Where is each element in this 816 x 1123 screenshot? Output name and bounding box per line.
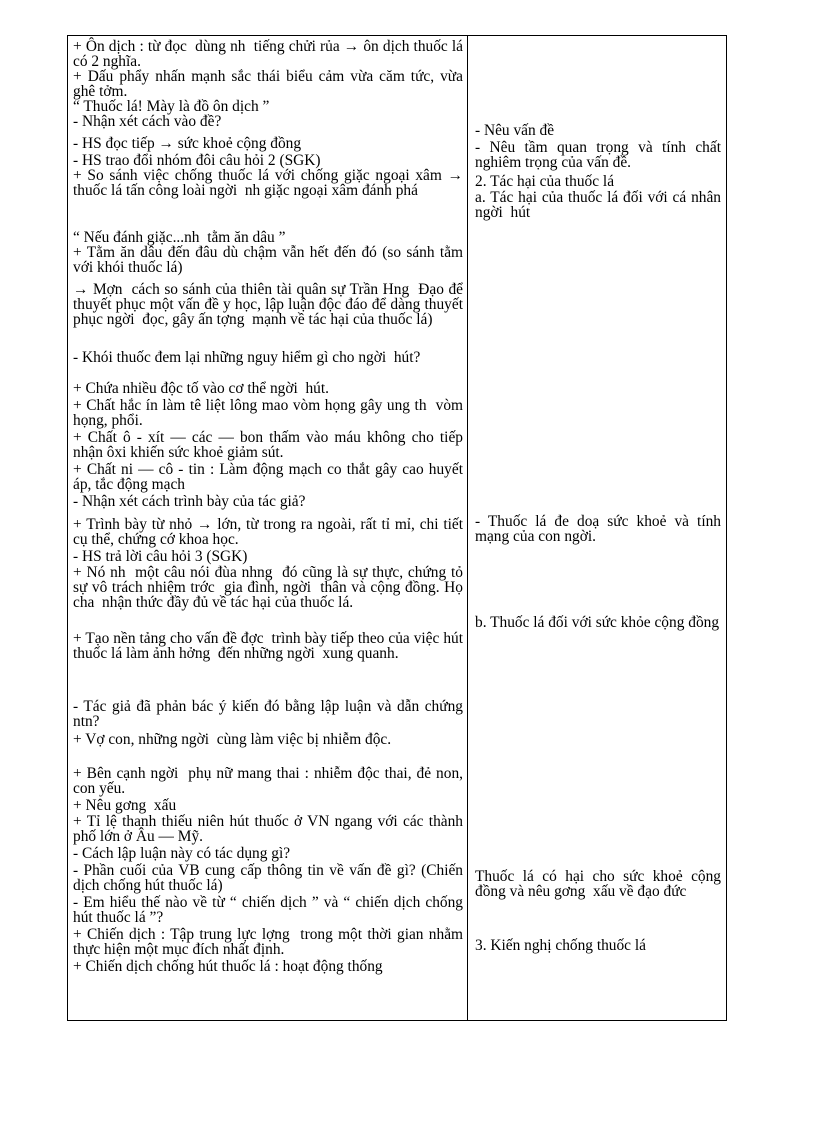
left-paragraph: - Nhận xét cách vào đề? <box>73 113 222 130</box>
left-paragraph: + Chất ni — cô - tin : Làm động mạch co thắt gây cao huyết áp, tắc động mạch <box>73 461 467 493</box>
left-paragraph: + Tằm ăn dâu đến đâu dù chậm vẫn hết đến đó (so sánh tằm với khói thuốc lá) <box>73 244 467 276</box>
right-paragraph: 3. Kiến nghị chống thuốc lá <box>475 937 646 954</box>
right-paragraph: b. Thuốc lá đối với sức khỏe cộng đồng <box>475 614 720 631</box>
left-paragraph: - Phần cuối của VB cung cấp thông tin về vấn đề gì? (Chiến dịch chống hút thuốc lá) <box>73 862 467 894</box>
left-paragraph: - Khói thuốc đem lại những nguy hiểm gì cho ngời hút? <box>73 349 421 366</box>
left-paragraph: + Chất hắc ín làm tê liệt lông mao vòm họng gây ung th vòm họng, phổi. <box>73 397 467 429</box>
left-paragraph: “ Thuốc lá! Mày là đồ ôn dịch ” <box>73 98 270 115</box>
content-table <box>67 35 727 1021</box>
left-paragraph: + Trình bày từ nhỏ → lớn, từ trong ra ngoài, rất tỉ mỉ, chi tiết cụ thể, chứng cớ khoa học. <box>73 516 467 548</box>
left-paragraph: - HS đọc tiếp → sức khoẻ cộng đồng <box>73 135 302 152</box>
left-paragraph: - Cách lập luận này có tác dụng gì? <box>73 845 291 862</box>
right-paragraph: Thuốc lá có hại cho sức khoẻ cộng đồng và nêu gơng xấu về đạo đức <box>475 868 725 900</box>
left-paragraph: + Chiến dịch chống hút thuốc lá : hoạt động thống <box>73 958 383 975</box>
column-divider <box>467 36 468 1020</box>
left-paragraph: + Tạo nền tảng cho vấn đề đợc trình bày tiếp theo của việc hút thuốc lá làm ảnh hởng đến những ngời xung quanh. <box>73 630 467 662</box>
right-paragraph: - Thuốc lá đe doạ sức khoẻ và tính mạng của con ngời. <box>475 513 725 545</box>
left-paragraph: + So sánh việc chống thuốc lá với chống giặc ngoại xâm → thuốc lá tấn công loài ngời nh giặc ngoại xâm đánh phá <box>73 167 467 199</box>
right-paragraph: a. Tác hại của thuốc lá đối với cá nhân ngời hút <box>475 189 725 221</box>
right-paragraph: 2. Tác hại của thuốc lá <box>475 173 615 190</box>
left-paragraph: + Nó nh một câu nói đùa nhng đó cũng là sự thực, chứng tỏ sự vô trách nhiệm trớc gia đình, ngời thân và cộng đồng. Họ cha nhận thức đầy đủ về tác hại của thuốc lá. <box>73 564 467 611</box>
left-paragraph: + Vợ con, những ngời cùng làm việc bị nhiễm độc. <box>73 731 392 748</box>
left-paragraph: - HS trao đổi nhóm đôi câu hỏi 2 (SGK) <box>73 152 321 169</box>
left-paragraph: - Nhận xét cách trình bày của tác giả? <box>73 493 306 510</box>
left-paragraph: + Chất ô - xít — các — bon thấm vào máu không cho tiếp nhận ôxi khiến sức khoẻ giảm sút. <box>73 429 467 461</box>
left-paragraph: + Dấu phẩy nhấn mạnh sắc thái biểu cảm vừa căm tức, vừa ghê tởm. <box>73 68 467 100</box>
left-paragraph: → Mợn cách so sánh của thiên tài quân sự Trần Hng Đạo để thuyết phục một vấn đề y học, lập luận độc đáo để dàng thuyết phục ngời đọc, gây ấn tợng mạnh về tác hại của thuốc lá) <box>73 281 467 328</box>
left-paragraph: + Chiến dịch : Tập trung lực lợng trong một thời gian nhằm thực hiện một mục đích nhất định. <box>73 926 467 958</box>
left-paragraph: + Nêu gơng xấu <box>73 797 177 814</box>
left-paragraph: “ Nếu đánh giặc...nh tằm ăn dâu ” <box>73 229 286 246</box>
left-paragraph: - HS trả lời câu hỏi 3 (SGK) <box>73 548 248 565</box>
left-paragraph: + Chứa nhiều độc tố vào cơ thể ngời hút. <box>73 380 329 397</box>
left-paragraph: - Tác giả đã phản bác ý kiến đó bằng lập luận và dẫn chứng ntn? <box>73 698 467 730</box>
left-paragraph: + Bên cạnh ngời phụ nữ mang thai : nhiễm độc thai, đẻ non, con yếu. <box>73 765 467 797</box>
right-paragraph: - Nêu tầm quan trọng và tính chất nghiêm trọng của vấn đề. <box>475 139 725 171</box>
left-paragraph: + Tỉ lệ thanh thiếu niên hút thuốc ở VN ngang với các thành phố lớn ở Âu — Mỹ. <box>73 813 467 845</box>
left-paragraph: + Ôn dịch : từ đọc dùng nh tiếng chửi rủa → ôn dịch thuốc lá có 2 nghĩa. <box>73 38 467 70</box>
right-paragraph: - Nêu vấn đề <box>475 122 555 139</box>
left-paragraph: - Em hiểu thế nào về từ “ chiến dịch ” và “ chiến dịch chống hút thuốc lá ”? <box>73 894 467 926</box>
